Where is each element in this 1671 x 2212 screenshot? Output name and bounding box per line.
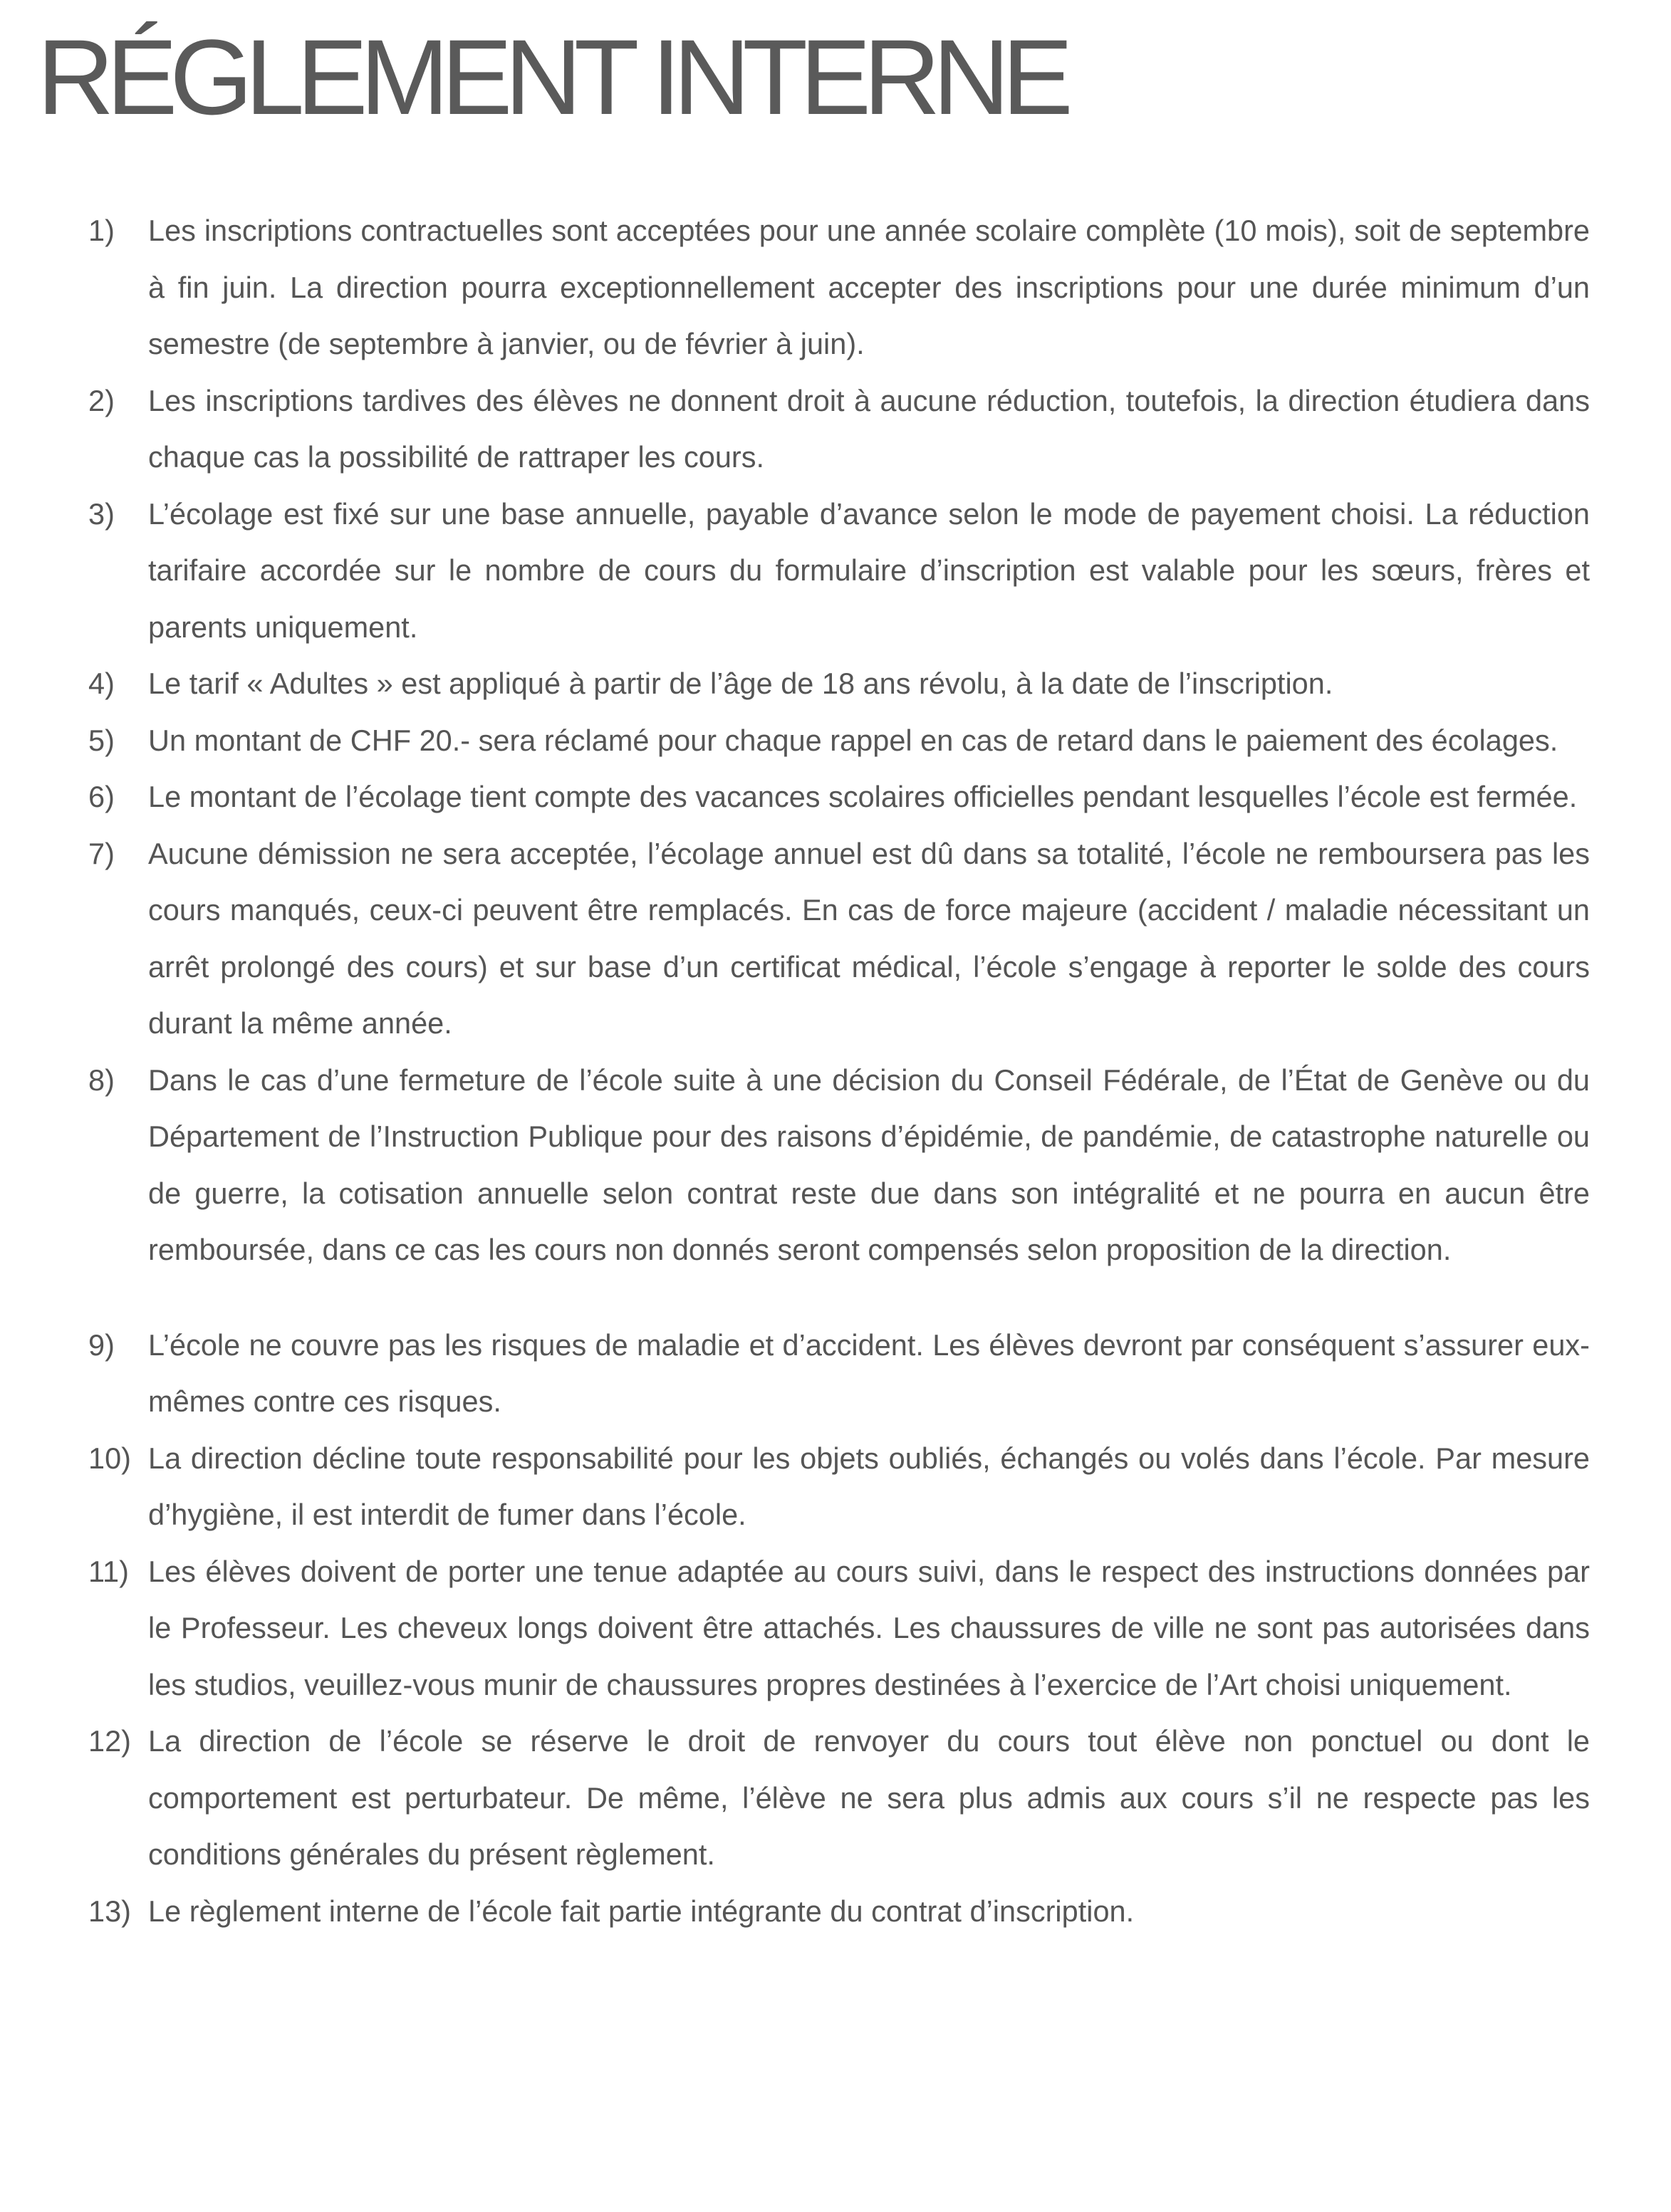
rule-text: Aucune démission ne sera acceptée, l’écolage annuel est dû dans sa totalité, l’école ne remboursera pas les cours manqués, ceux-ci peuvent être remplacés. En cas de force majeure (accident / maladie nécessitant un arrêt prolongé des cours) et sur base d’un certificat médical, l’école s’engage à reporter le solde des cours durant la même année. bbox=[148, 836, 1590, 1040]
rule-item-7 bbox=[88, 825, 1590, 1052]
rule-number: 2) bbox=[88, 383, 115, 417]
rule-number: 4) bbox=[88, 667, 115, 700]
rule-text: La direction décline toute responsabilité pour les objets oubliés, échangés ou volés dans l’école. Par mesure d’hygiène, il est interdit de fumer dans l’école. bbox=[148, 1441, 1590, 1531]
rule-item-3 bbox=[88, 486, 1590, 656]
rule-number: 7) bbox=[88, 836, 115, 870]
rule-text: Les inscriptions tardives des élèves ne donnent droit à aucune réduction, toutefois, la direction étudiera dans chaque cas la possibilité de rattraper les cours. bbox=[148, 383, 1590, 474]
rule-number: 8) bbox=[88, 1063, 115, 1097]
rule-number: 3) bbox=[88, 496, 115, 531]
rule-item-5 bbox=[88, 712, 1590, 769]
rules-list bbox=[88, 202, 1590, 1939]
rule-text: Dans le cas d’une fermeture de l’école suite à une décision du Conseil Fédérale, de l’État de Genève ou du Département de l’Instruction Publique pour des raisons d’épidémie, de pandémie, de catastrophe naturelle ou de guerre, la cotisation annuelle selon contrat reste due dans son intégralité et ne pourra en aucun être remboursée, dans ce cas les cours non donnés seront compensés selon proposition de la direction. bbox=[148, 1063, 1590, 1266]
rule-item-11 bbox=[88, 1543, 1590, 1713]
rule-item-8 bbox=[88, 1052, 1590, 1278]
rule-text: Un montant de CHF 20.- sera réclamé pour chaque rappel en cas de retard dans le paiement des écolages. bbox=[148, 723, 1558, 757]
rule-number: 6) bbox=[88, 780, 115, 813]
rule-text: Le montant de l’écolage tient compte des vacances scolaires officielles pendant lesquelles l’école est fermée. bbox=[148, 780, 1578, 813]
rule-item-2 bbox=[88, 372, 1590, 486]
rule-item-6 bbox=[88, 768, 1590, 825]
page-title: RÉGLEMENT INTERNE bbox=[37, 17, 1066, 137]
rule-number: 10) bbox=[88, 1441, 131, 1475]
rule-item-13 bbox=[88, 1883, 1590, 1940]
rule-text: Les élèves doivent de porter une tenue adaptée au cours suivi, dans le respect des instructions données par le Professeur. Les cheveux longs doivent être attachés. Les chaussures de ville ne sont pas autorisées dans les studios, veuillez-vous munir de chaussures propres destinées à l’exercice de l’Art choisi uniquement. bbox=[148, 1554, 1590, 1701]
rule-text: La direction de l’école se réserve le droit de renvoyer du cours tout élève non ponctuel ou dont le comportement est perturbateur. De même, l’élève ne sera plus admis aux cours s’il ne respecte pas les conditions générales du présent règlement. bbox=[148, 1724, 1590, 1871]
rule-text: Le tarif « Adultes » est appliqué à partir de l’âge de 18 ans révolu, à la date de l’inscription. bbox=[148, 667, 1333, 700]
rule-number: 13) bbox=[88, 1894, 131, 1928]
rule-item-1 bbox=[88, 202, 1590, 372]
rule-item-9 bbox=[88, 1317, 1590, 1430]
rule-item-10 bbox=[88, 1430, 1590, 1543]
rule-text: L’écolage est fixé sur une base annuelle, payable d’avance selon le mode de payement choisi. La réduction tarifaire accordée sur le nombre de cours du formulaire d’inscription est valable pour les sœurs, frères et parents uniquement. bbox=[148, 496, 1590, 644]
rule-number: 9) bbox=[88, 1327, 115, 1362]
rule-number: 11) bbox=[88, 1554, 129, 1588]
rule-number: 1) bbox=[88, 214, 115, 247]
rule-item-12 bbox=[88, 1713, 1590, 1883]
rule-number: 5) bbox=[88, 723, 115, 757]
rule-text: Le règlement interne de l’école fait partie intégrante du contrat d’inscription. bbox=[148, 1894, 1135, 1928]
rule-text: L’école ne couvre pas les risques de maladie et d’accident. Les élèves devront par conséquent s’assurer eux-mêmes contre ces risques. bbox=[148, 1327, 1590, 1418]
rule-text: Les inscriptions contractuelles sont acceptées pour une année scolaire complète (10 mois), soit de septembre à fin juin. La direction pourra exceptionnellement accepter des inscriptions pour une durée minimum d’un semestre (de septembre à janvier, ou de février à juin). bbox=[148, 214, 1590, 360]
rule-item-4 bbox=[88, 655, 1590, 712]
rule-number: 12) bbox=[88, 1724, 131, 1758]
